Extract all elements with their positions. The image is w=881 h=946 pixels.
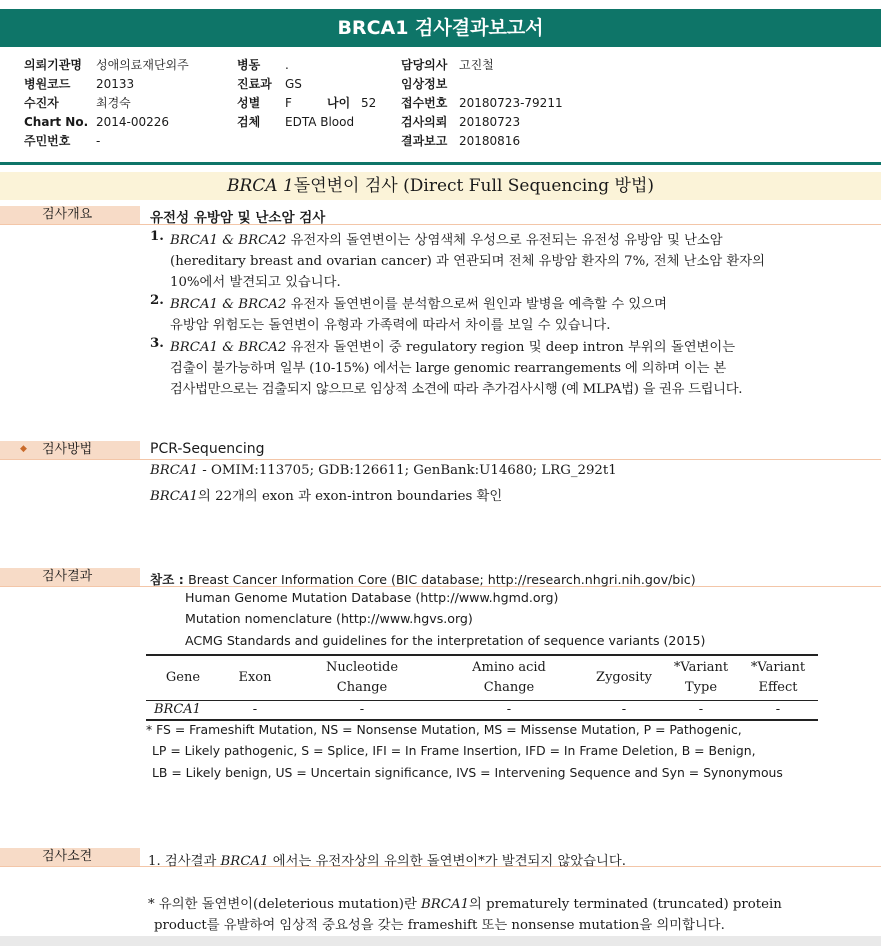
hospital-code-value: 20133 — [96, 77, 135, 91]
method-line-3: BRCA1의 22개의 exon 과 exon-intron boundaries 확인 — [150, 489, 503, 504]
overview-item-1-number: 1. — [150, 229, 164, 244]
resident-no-value: - — [96, 134, 101, 148]
header-variant-effect: *Variant Effect — [738, 655, 818, 701]
result-report-value: 20180816 — [459, 134, 521, 148]
findings-note-line-2: product를 유발하여 임상적 중요성을 갖는 frameshift 또는 nonsense mutation을 의미합니다. — [154, 918, 725, 933]
clinical-info-label: 임상정보 — [401, 77, 448, 91]
specimen-value: EDTA Blood — [285, 115, 355, 129]
cell-nucleotide-change: - — [290, 701, 434, 721]
cell-variant-type: - — [664, 701, 738, 721]
department-label: 진료과 — [237, 77, 272, 91]
footnote-line-2: LP = Likely pathogenic, S = Splice, IFI = In Frame Insertion, IFD = In Frame Deletion, B = Benign, — [152, 743, 756, 758]
overview-item-3-line-3: 검사법만으로는 검출되지 않으므로 임상적 소견에 따라 추가검사시행 (예 MLPA법) 을 권유 드립니다. — [170, 382, 743, 397]
overview-item-1-line-2: (hereditary breast and ovarian cancer) 과 연관되며 전체 유방암 환자의 7%, 전체 난소암 환자의 — [170, 254, 765, 269]
chart-no-value: 2014-00226 — [96, 115, 170, 129]
overview-item-2-line-2: 유방암 위험도는 돌연변이 유형과 가족력에 따라서 차이를 보일 수 있습니다. — [170, 318, 611, 333]
cell-gene: BRCA1 — [146, 701, 220, 721]
page-bottom-bar — [0, 936, 881, 946]
bullet-icon: ◆ — [20, 444, 27, 454]
requesting-institution-label: 의뢰기관명 — [24, 58, 82, 72]
overview-item-3-line-1: BRCA1 & BRCA2 유전자 돌연변이 중 regulatory region 및 deep intron 부위의 돌연변이는 — [170, 340, 736, 355]
sex-value: F — [285, 96, 292, 110]
patient-info-col1 — [24, 56, 189, 151]
reference-line-3: Mutation nomenclature (http://www.hgvs.org) — [185, 611, 473, 626]
ward-label: 병동 — [237, 58, 261, 72]
method-title-gene: BRCA 1 — [226, 176, 294, 196]
age-value: 52 — [361, 96, 377, 110]
cell-amino-acid-change: - — [434, 701, 584, 721]
reference-line-4: ACMG Standards and guidelines for the interpretation of sequence variants (2015) — [185, 633, 706, 648]
patient-info-col3 — [401, 56, 563, 151]
header-zygosity: Zygosity — [584, 655, 664, 701]
reference-line-2: Human Genome Mutation Database (http://www.hgmd.org) — [185, 590, 559, 605]
overview-heading: 유전성 유방암 및 난소암 검사 — [150, 210, 326, 226]
findings-section-label: 검사소견 — [0, 848, 140, 866]
reference-line-1: 참조 : Breast Cancer Information Core (BIC database; http://research.nhgri.nih.gov/bic) — [150, 572, 696, 587]
sex-label: 성별 — [237, 96, 261, 110]
cell-exon: - — [220, 701, 290, 721]
department-value: GS — [285, 77, 302, 91]
chart-no-label: Chart No. — [24, 115, 89, 129]
ward-value: . — [285, 58, 289, 72]
footnote-line-1: * FS = Frameshift Mutation, NS = Nonsense Mutation, MS = Missense Mutation, P = Pathogenic, — [146, 722, 742, 737]
cell-zygosity: - — [584, 701, 664, 721]
method-section-label: 검사방법 — [0, 441, 140, 459]
patient-name-label: 수진자 — [24, 96, 59, 110]
method-line-2: BRCA1 - OMIM:113705; GDB:126611; GenBank:U14680; LRG_292t1 — [150, 463, 617, 478]
result-report-label: 결과보고 — [401, 134, 448, 148]
footnote-line-3: LB = Likely benign, US = Uncertain significance, IVS = Intervening Sequence and Syn = Synonymous — [152, 765, 783, 780]
physician-value: 고진철 — [459, 58, 494, 72]
findings-line-1: 1. 검사결과 BRCA1 에서는 유전자상의 유의한 돌연변이*가 발견되지 않았습니다. — [148, 854, 626, 869]
overview-item-1-line-1: BRCA1 & BRCA2 유전자의 돌연변이는 상염색체 우성으로 유전되는 유전성 유방암 및 난소암 — [170, 233, 723, 248]
specimen-label: 검체 — [237, 115, 261, 129]
resident-no-label: 주민번호 — [24, 134, 71, 148]
patient-name-value: 최경숙 — [96, 96, 131, 110]
overview-item-2-line-1: BRCA1 & BRCA2 유전자 돌연변이를 분석함으로써 원인과 발병을 예측할 수 있으며 — [170, 297, 667, 312]
header-exon: Exon — [220, 655, 290, 701]
patient-info-col2 — [237, 56, 376, 132]
method-section-line — [0, 459, 881, 460]
receipt-no-value: 20180723-79211 — [459, 96, 563, 110]
overview-item-3-number: 3. — [150, 336, 164, 351]
header-divider — [0, 162, 881, 165]
results-section-label: 검사결과 — [0, 568, 140, 586]
overview-item-2-number: 2. — [150, 293, 164, 308]
table-header-row — [146, 655, 818, 701]
test-request-value: 20180723 — [459, 115, 521, 129]
findings-note-line-1: * 유의한 돌연변이(deleterious mutation)란 BRCA1의 prematurely terminated (truncated) protein — [148, 897, 782, 912]
receipt-no-label: 접수번호 — [401, 96, 448, 110]
overview-item-3-line-2: 검출이 불가능하며 일부 (10-15%) 에서는 large genomic rearrangements 에 의하며 이는 본 — [170, 361, 727, 376]
overview-item-1-line-3: 10%에서 발견되고 있습니다. — [170, 275, 341, 290]
overview-section-label: 검사개요 — [0, 206, 140, 224]
report-title: BRCA1 검사결과보고서 — [0, 9, 881, 47]
hospital-code-label: 병원코드 — [24, 77, 71, 91]
method-line-1: PCR-Sequencing — [150, 441, 265, 457]
requesting-institution-value: 성애의료재단외주 — [96, 58, 189, 72]
overview-section-line — [0, 224, 881, 225]
method-title-text: 돌연변이 검사 (Direct Full Sequencing 방법) — [293, 176, 655, 196]
cell-variant-effect: - — [738, 701, 818, 721]
header-gene: Gene — [146, 655, 220, 701]
header-variant-type: *Variant Type — [664, 655, 738, 701]
results-table — [146, 654, 818, 721]
physician-label: 담당의사 — [401, 58, 448, 72]
header-amino-acid-change: Amino acid Change — [434, 655, 584, 701]
header-nucleotide-change: Nucleotide Change — [290, 655, 434, 701]
age-label: 나이 — [327, 96, 351, 110]
method-title — [0, 172, 881, 200]
table-row — [146, 701, 818, 721]
test-request-label: 검사의뢰 — [401, 115, 448, 129]
